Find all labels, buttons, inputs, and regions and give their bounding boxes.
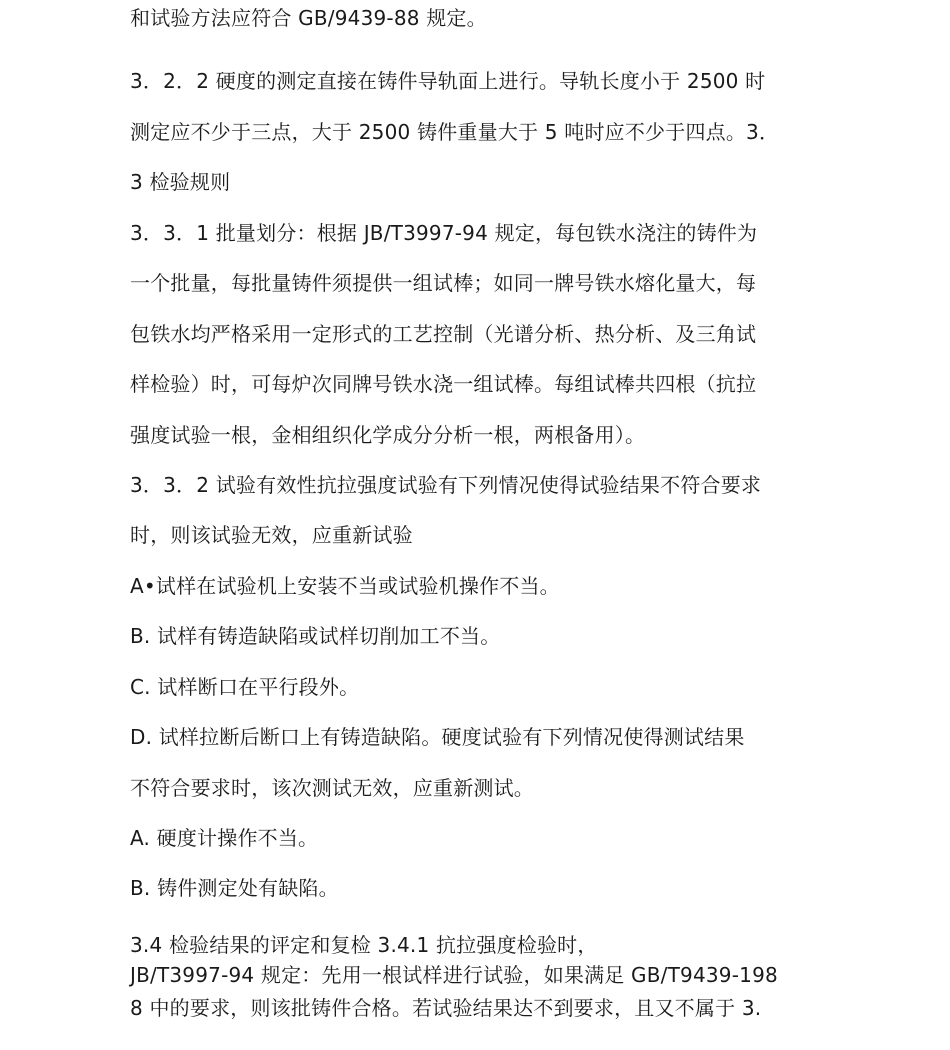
text-line: B. 试样有铸造缺陷或试样切削加工不当。 [130,624,501,648]
text-line: 强度试验一根，金相组织化学成分分析一根，两根备用）。 [130,423,646,447]
text-line: JB/T3997-94 规定：先用一根试样进行试验，如果满足 GB/T9439-198 [130,963,778,987]
text-line: 包铁水均严格采用一定形式的工艺控制（光谱分析、热分析、及三角试 [130,322,757,346]
text-line: 样检验）时，可每炉次同牌号铁水浇一组试棒。每组试棒共四根（抗拉 [130,372,757,396]
text-line: 8 中的要求，则该批铸件合格。若试验结果达不到要求，且又不属于 3. [130,996,762,1020]
text-line: 和试验方法应符合 GB/9439-88 规定。 [130,6,487,30]
text-line: 时，则该试验无效，应重新试验 [130,523,413,547]
text-line: D. 试样拉断后断口上有铸造缺陷。硬度试验有下列情况使得测试结果 [130,725,745,749]
text-line: 3.4 检验结果的评定和复检 3.4.1 抗拉强度检验时， [130,933,598,957]
text-line: A. 硬度计操作不当。 [130,826,319,850]
text-line: B. 铸件测定处有缺陷。 [130,876,339,900]
text-line: C. 试样断口在平行段外。 [130,675,360,699]
text-line: 不符合要求时，该次测试无效，应重新测试。 [130,776,534,800]
text-line: 3 检验规则 [130,170,231,194]
text-line: 测定应不少于三点，大于 2500 铸件重量大于 5 吨时应不少于四点。3． [130,120,780,144]
text-line: 3．3．1 批量划分：根据 JB/T3997-94 规定，每包铁水浇注的铸件为 [130,221,758,245]
text-line: A•试样在试验机上安装不当或试验机操作不当。 [130,574,560,598]
text-line: 3．3．2 试验有效性抗拉强度试验有下列情况使得试验结果不符合要求 [130,473,762,497]
text-line: 一个批量，每批量铸件须提供一组试棒；如同一牌号铁水熔化量大，每 [130,271,757,295]
text-line: 3．2．2 硬度的测定直接在铸件导轨面上进行。导轨长度小于 2500 时 [130,69,766,93]
